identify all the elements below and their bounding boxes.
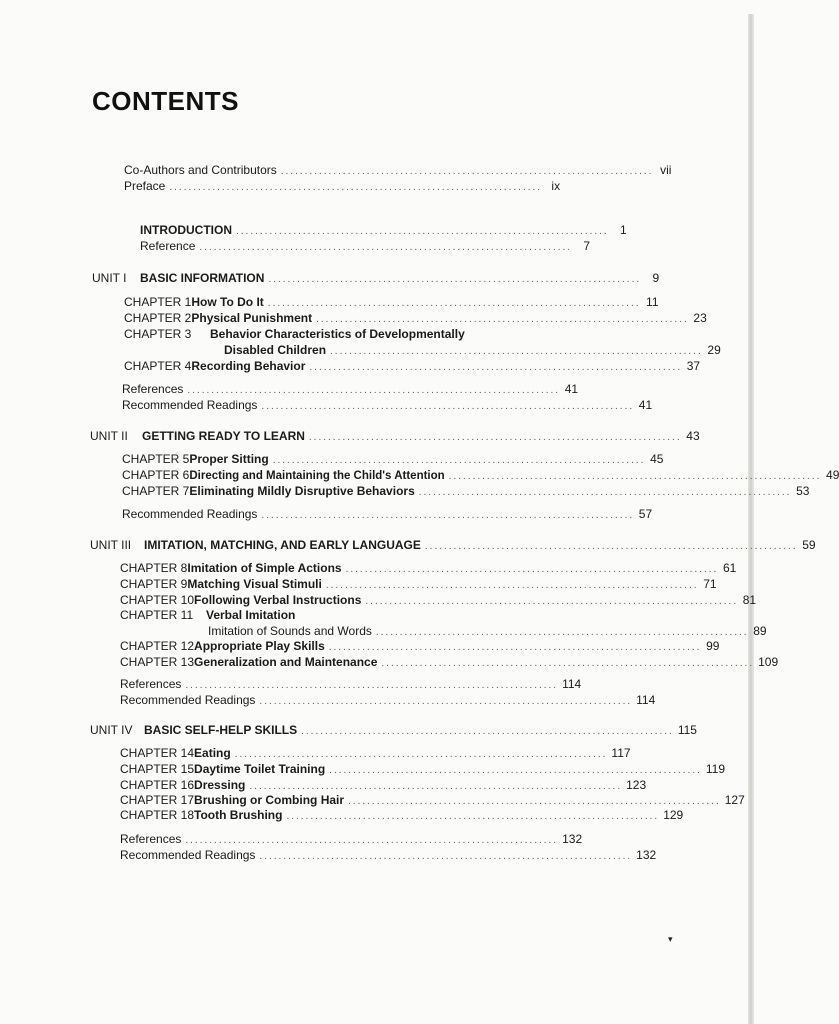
toc-chapter-5[interactable] [122,451,664,467]
entry-label: INTRODUCTION [140,223,232,237]
toc-chapter-16[interactable] [120,777,647,793]
entry-label: Eating [194,746,231,760]
page-number: 29 [707,343,721,357]
entry-label: Directing and Maintaining the Child's Attention [189,470,445,482]
dot-leader: .............................................................................. [375,627,749,638]
dot-leader: .............................................................................. [301,726,674,737]
entry-label: Dressing [194,778,246,792]
page-number: 7 [583,239,591,253]
page-number: 115 [677,723,697,737]
dot-leader: .............................................................................. [330,346,703,357]
page-title: CONTENTS [92,86,239,116]
entry-label: Following Verbal Instructions [194,593,362,607]
page-number: 132 [562,832,583,846]
page-number: 1 [620,223,627,237]
page-number: 45 [650,452,664,466]
entry-label: Preface [124,179,166,193]
entry-label: References [120,677,182,691]
toc-chapter-11[interactable] [120,607,542,623]
page-number: 41 [638,398,653,412]
entry-label: Reference [140,239,196,253]
page-number: 129 [663,808,684,822]
dot-leader: .............................................................................. [448,471,822,482]
dot-leader: .............................................................................. [348,796,721,807]
dot-leader: .............................................................................. [185,835,559,846]
entry-label: GETTING READY TO LEARN [142,429,305,443]
page-number: 43 [686,429,700,443]
dot-leader: .............................................................................. [329,765,702,776]
toc-chapter-4[interactable] [124,358,701,374]
page-number: 99 [706,639,720,653]
page-number: 9 [652,271,660,285]
toc-entry-references[interactable] [120,831,583,847]
entry-label: Generalization and Maintenance [194,655,378,669]
entry-label: Recommended Readings [122,398,258,412]
toc-chapter-17[interactable] [120,792,745,808]
entry-label: Physical Punishment [191,311,313,325]
toc-unit-2[interactable] [90,428,700,444]
toc-chapter-7[interactable] [122,483,810,499]
chapter-number: CHAPTER 2 [124,311,192,325]
page-number: ix [551,179,561,193]
dot-leader: .............................................................................. [185,680,559,691]
chapter-number: CHAPTER 5 [122,452,190,466]
dot-leader: .............................................................................. [187,385,561,396]
toc-unit-3[interactable] [90,537,816,553]
dot-leader: .............................................................................. [268,274,642,285]
chapter-number: CHAPTER 17 [120,793,195,807]
entry-label: References [122,382,184,396]
toc-chapter-12[interactable] [120,638,720,654]
page-number: 127 [724,793,745,807]
chapter-number: CHAPTER 8 [120,561,188,575]
page-number: vii [660,163,672,177]
page-number: 71 [703,577,717,591]
toc-unit-1[interactable] [92,270,660,286]
page-number: 49 [826,468,839,482]
page-edge-shadow [748,14,754,1024]
toc-chapter-2[interactable] [124,310,707,326]
chapter-number: CHAPTER 3 [124,327,192,341]
entry-label: BASIC SELF-HELP SKILLS [144,723,298,737]
entry-label: Co-Authors and Contributors [124,163,277,177]
dot-leader: .............................................................................. [261,510,635,521]
page-number: 119 [705,762,726,776]
unit-number: UNIT IV [90,723,133,737]
entry-label: Brushing or Combing Hair [194,793,345,807]
dot-leader: .............................................................................. [286,811,660,822]
dot-leader: .............................................................................. [236,226,609,237]
toc-entry-recommended-readings[interactable] [120,847,657,863]
page-number: 123 [626,778,647,792]
toc-entry-reference[interactable] [140,238,591,254]
page-number: 11 [646,295,659,309]
dot-leader: .............................................................................. [199,242,573,253]
toc-entry-recommended-readings[interactable] [122,397,653,413]
toc-entry-references[interactable] [122,381,579,397]
dot-leader: .............................................................................. [267,298,641,309]
unit-number: UNIT I [92,271,127,285]
dot-leader: .............................................................................. [169,182,543,193]
dot-leader: .............................................................................. [261,401,635,412]
toc-chapter-3[interactable] [124,326,542,342]
chapter-number: CHAPTER 16 [120,778,195,792]
dot-leader: .............................................................................. [345,564,719,575]
dot-leader: .............................................................................. [325,580,699,591]
page-number: 89 [753,624,767,638]
small-triangle-mark: ▾ [668,934,673,944]
page-number: 23 [693,311,707,325]
entry-label: Disabled Children [224,343,327,357]
entry-label: References [120,832,182,846]
entry-label: Recommended Readings [120,848,256,862]
entry-label: IMITATION, MATCHING, AND EARLY LANGUAGE [144,538,421,552]
chapter-number: CHAPTER 9 [120,577,188,591]
entry-label: Behavior Characteristics of Developmentally [210,327,465,341]
page-number: 59 [802,538,816,552]
entry-label: Imitation of Simple Actions [187,561,342,575]
entry-label: Daytime Toilet Training [194,762,326,776]
toc-chapter-13[interactable] [120,654,779,670]
entry-label: Tooth Brushing [194,808,283,822]
entry-label: Proper Sitting [189,452,269,466]
toc-chapter-9[interactable] [120,576,717,592]
toc-chapter-11-subentry[interactable] [120,623,767,639]
entry-label: How To Do It [191,295,264,309]
dot-leader: .............................................................................. [272,455,646,466]
toc-chapter-8[interactable] [120,560,737,576]
dot-leader: .............................................................................. [280,166,654,177]
dot-leader: .............................................................................. [309,362,683,373]
page-number: 117 [611,746,631,760]
dot-leader: .............................................................................. [249,781,623,792]
toc-chapter-1[interactable] [124,294,659,310]
toc-chapter-15[interactable] [120,761,726,777]
dot-leader: .............................................................................. [308,432,682,443]
toc-entry-co-authors[interactable] [124,162,672,178]
dot-leader: .............................................................................. [316,314,689,325]
dot-leader: .............................................................................. [259,696,633,707]
chapter-number: CHAPTER 10 [120,593,195,607]
page-number: 132 [636,848,657,862]
entry-label: Recommended Readings [122,507,258,521]
chapter-number: CHAPTER 1 [124,295,192,309]
page-number: 109 [758,655,779,669]
chapter-number: CHAPTER 18 [120,808,195,822]
chapter-number: CHAPTER 11 [120,608,194,622]
page-number: 41 [564,382,579,396]
toc-chapter-3-continued[interactable] [124,342,721,358]
chapter-number: CHAPTER 15 [120,762,195,776]
chapter-number: CHAPTER 13 [120,655,195,669]
toc-entry-recommended-readings[interactable] [122,506,653,522]
entry-label: Appropriate Play Skills [194,639,325,653]
dot-leader: .............................................................................. [381,658,755,669]
page-number: 37 [686,359,701,373]
dot-leader: .............................................................................. [365,596,739,607]
page-number: 53 [796,484,810,498]
toc-chapter-6[interactable] [122,467,839,483]
page-number: 57 [638,507,653,521]
chapter-number: CHAPTER 4 [124,359,192,373]
toc-entry-introduction[interactable] [140,222,627,238]
entry-label: Eliminating Mildly Disruptive Behaviors [189,484,415,498]
chapter-number: CHAPTER 14 [120,746,195,760]
chapter-number: CHAPTER 7 [122,484,190,498]
chapter-number: CHAPTER 6 [122,468,190,482]
toc-chapter-14[interactable] [120,745,631,761]
toc-chapter-10[interactable] [120,592,757,608]
page-number: 114 [562,677,582,691]
entry-label: Imitation of Sounds and Words [208,624,372,638]
entry-label: Recording Behavior [191,359,306,373]
dot-leader: .............................................................................. [259,851,633,862]
toc-entry-recommended-readings[interactable] [120,692,656,708]
toc-chapter-18[interactable] [120,807,684,823]
toc-entry-preface[interactable] [124,178,561,194]
toc-unit-4[interactable] [90,722,697,738]
entry-label: BASIC INFORMATION [140,271,265,285]
unit-number: UNIT II [90,429,128,443]
entry-label: Recommended Readings [120,693,256,707]
entry-label: Matching Visual Stimuli [187,577,322,591]
page-number: 61 [722,561,737,575]
page-number: 81 [742,593,757,607]
entry-label: Verbal Imitation [206,608,296,622]
dot-leader: .............................................................................. [328,642,702,653]
dot-leader: .............................................................................. [234,749,608,760]
dot-leader: .............................................................................. [424,541,798,552]
chapter-number: CHAPTER 12 [120,639,195,653]
toc-entry-references[interactable] [120,676,582,692]
dot-leader: .............................................................................. [418,487,792,498]
page-number: 114 [636,693,656,707]
unit-number: UNIT III [90,538,132,552]
